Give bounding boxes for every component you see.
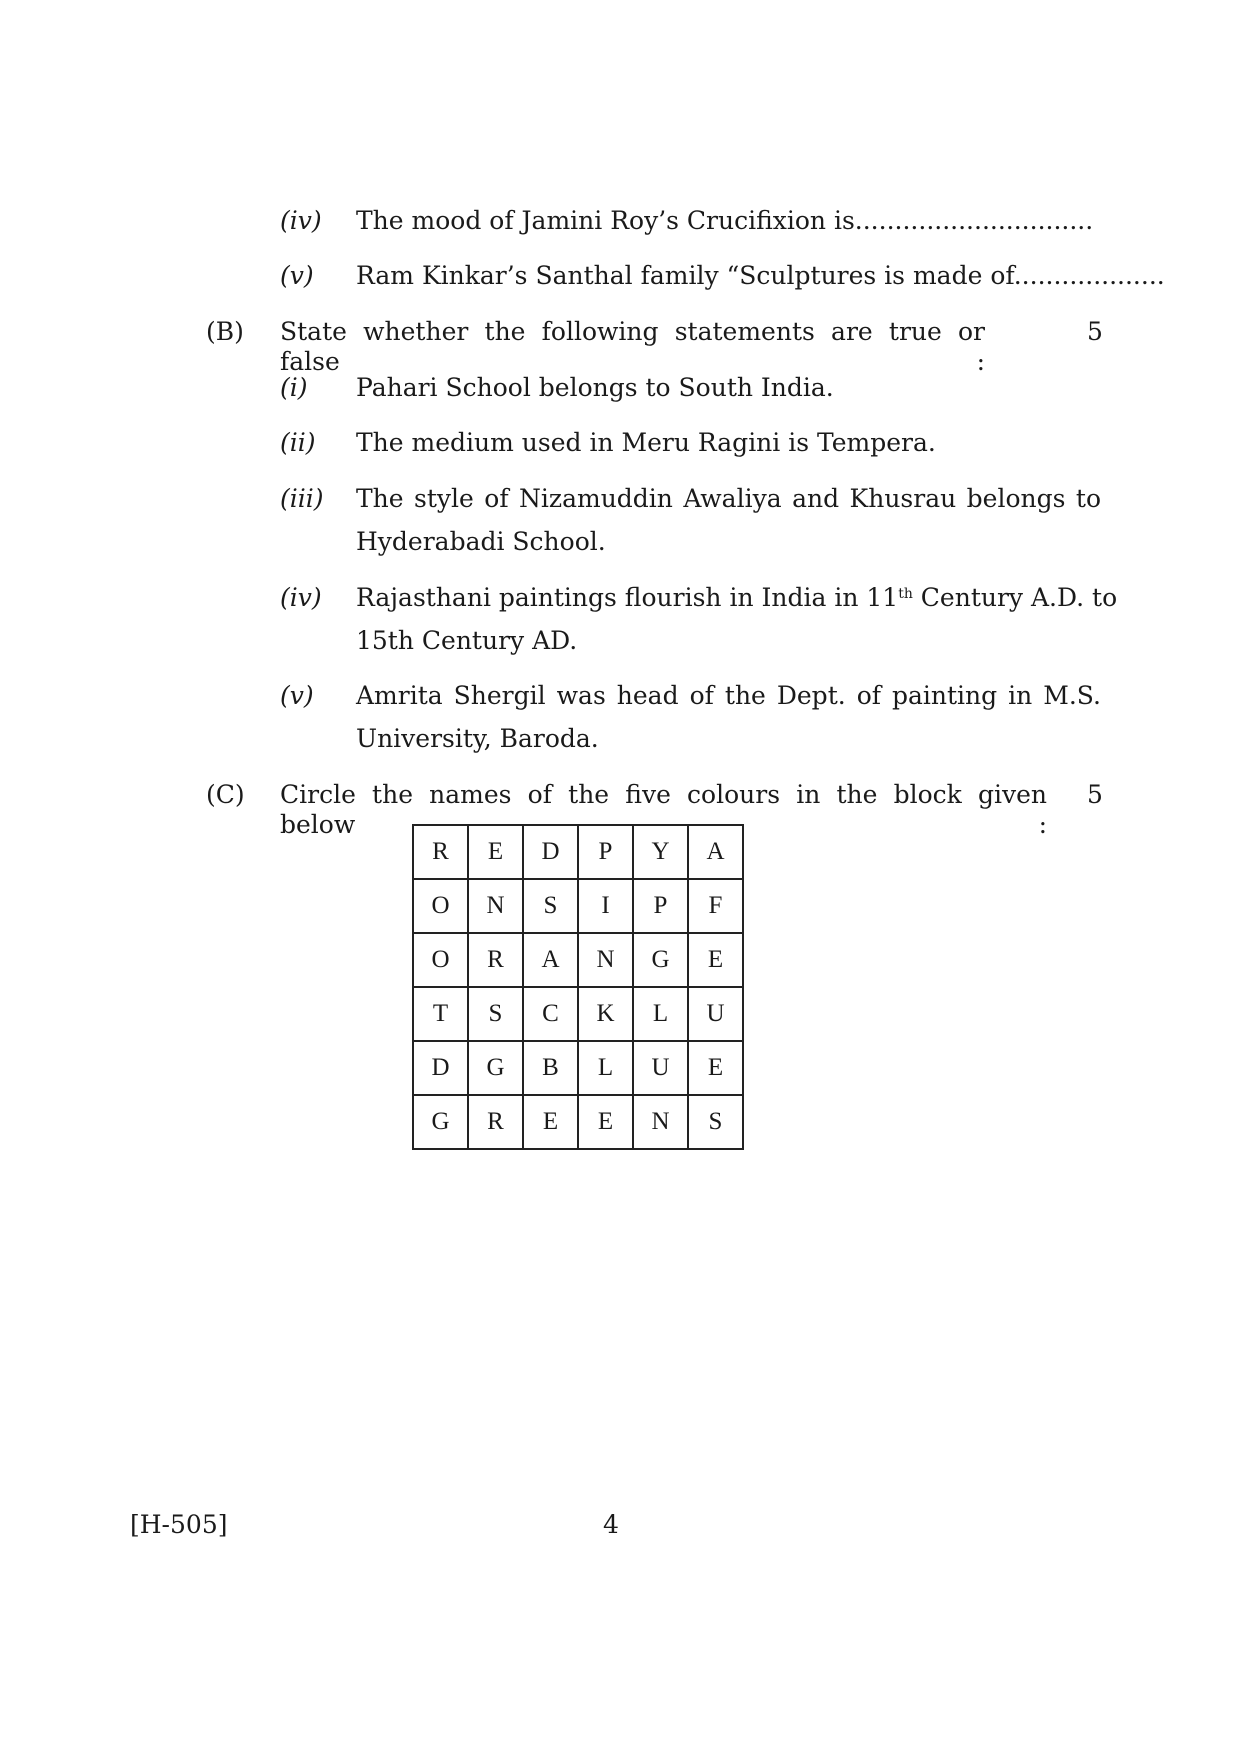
grid-cell[interactable]: O [413,879,468,933]
grid-cell[interactable]: S [688,1095,743,1149]
question-number: (v) [280,261,314,290]
grid-cell[interactable]: S [523,879,578,933]
question-text: The style of Nizamuddin Awaliya and Khusrau belongs to [356,484,1101,513]
question-text: The medium used in Meru Ragini is Tempera. [356,428,936,457]
grid-cell[interactable]: S [468,987,523,1041]
question-text-cont: Hyderabadi School. [356,527,606,556]
grid-cell[interactable]: T [413,987,468,1041]
section-c-marks: 5 [1087,780,1103,809]
grid-cell[interactable]: A [523,933,578,987]
grid-cell[interactable]: D [523,825,578,879]
grid-cell[interactable]: E [523,1095,578,1149]
grid-cell[interactable]: K [578,987,633,1041]
grid-cell[interactable]: N [468,879,523,933]
grid-cell[interactable]: N [633,1095,688,1149]
grid-cell[interactable]: R [468,933,523,987]
superscript: th [898,586,913,602]
grid-cell[interactable]: N [578,933,633,987]
question-number: (iv) [280,206,322,235]
grid-row [413,879,743,933]
section-c-instruction: Circle the names of the five colours in the block given below : [280,780,1047,839]
question-text [356,583,1118,613]
grid-cell[interactable]: Y [633,825,688,879]
section-label-c: (C) [206,780,245,809]
question-number: (i) [280,373,308,402]
grid-cell[interactable]: L [578,1041,633,1095]
grid-cell[interactable]: E [578,1095,633,1149]
question-text: Amrita Shergil was head of the Dept. of painting in M.S. [356,681,1101,710]
grid-row [413,825,743,879]
grid-cell[interactable]: E [688,933,743,987]
grid-cell[interactable]: P [633,879,688,933]
question-text-cont: 15th Century AD. [356,626,578,655]
question-text: Ram Kinkar’s Santhal family “Sculptures is made of................... [356,261,1165,290]
question-number: (iv) [280,583,322,612]
grid-cell[interactable]: O [413,933,468,987]
section-b-marks: 5 [1087,317,1103,346]
question-text-part: Rajasthani paintings flourish in India in 11th Century A.D. to [356,583,1118,612]
grid-cell[interactable]: B [523,1041,578,1095]
grid-cell[interactable]: R [468,1095,523,1149]
question-number: (ii) [280,428,316,457]
grid-cell[interactable]: U [688,987,743,1041]
grid-cell[interactable]: C [523,987,578,1041]
question-number: (v) [280,681,314,710]
grid-cell[interactable]: E [688,1041,743,1095]
question-text-cont: University, Baroda. [356,724,599,753]
grid-cell[interactable]: R [413,825,468,879]
grid-row [413,933,743,987]
grid-cell[interactable]: G [468,1041,523,1095]
page-number: 4 [603,1510,619,1539]
letter-grid [412,824,744,1150]
grid-cell[interactable]: G [633,933,688,987]
question-text: Pahari School belongs to South India. [356,373,834,402]
grid-cell[interactable]: P [578,825,633,879]
section-label-b: (B) [206,317,244,346]
section-b-instruction: State whether the following statements are true or false : [280,317,985,376]
grid-row [413,987,743,1041]
grid-cell[interactable]: E [468,825,523,879]
grid-cell[interactable]: L [633,987,688,1041]
grid-cell[interactable]: F [688,879,743,933]
grid-cell[interactable]: A [688,825,743,879]
grid-row [413,1095,743,1149]
question-text: The mood of Jamini Roy’s Crucifixion is.............................. [356,206,1094,235]
grid-row [413,1041,743,1095]
grid-cell[interactable]: D [413,1041,468,1095]
question-number: (iii) [280,484,324,513]
grid-cell[interactable]: I [578,879,633,933]
grid-cell[interactable]: G [413,1095,468,1149]
grid-cell[interactable]: U [633,1041,688,1095]
paper-code: [H-505] [130,1510,228,1539]
